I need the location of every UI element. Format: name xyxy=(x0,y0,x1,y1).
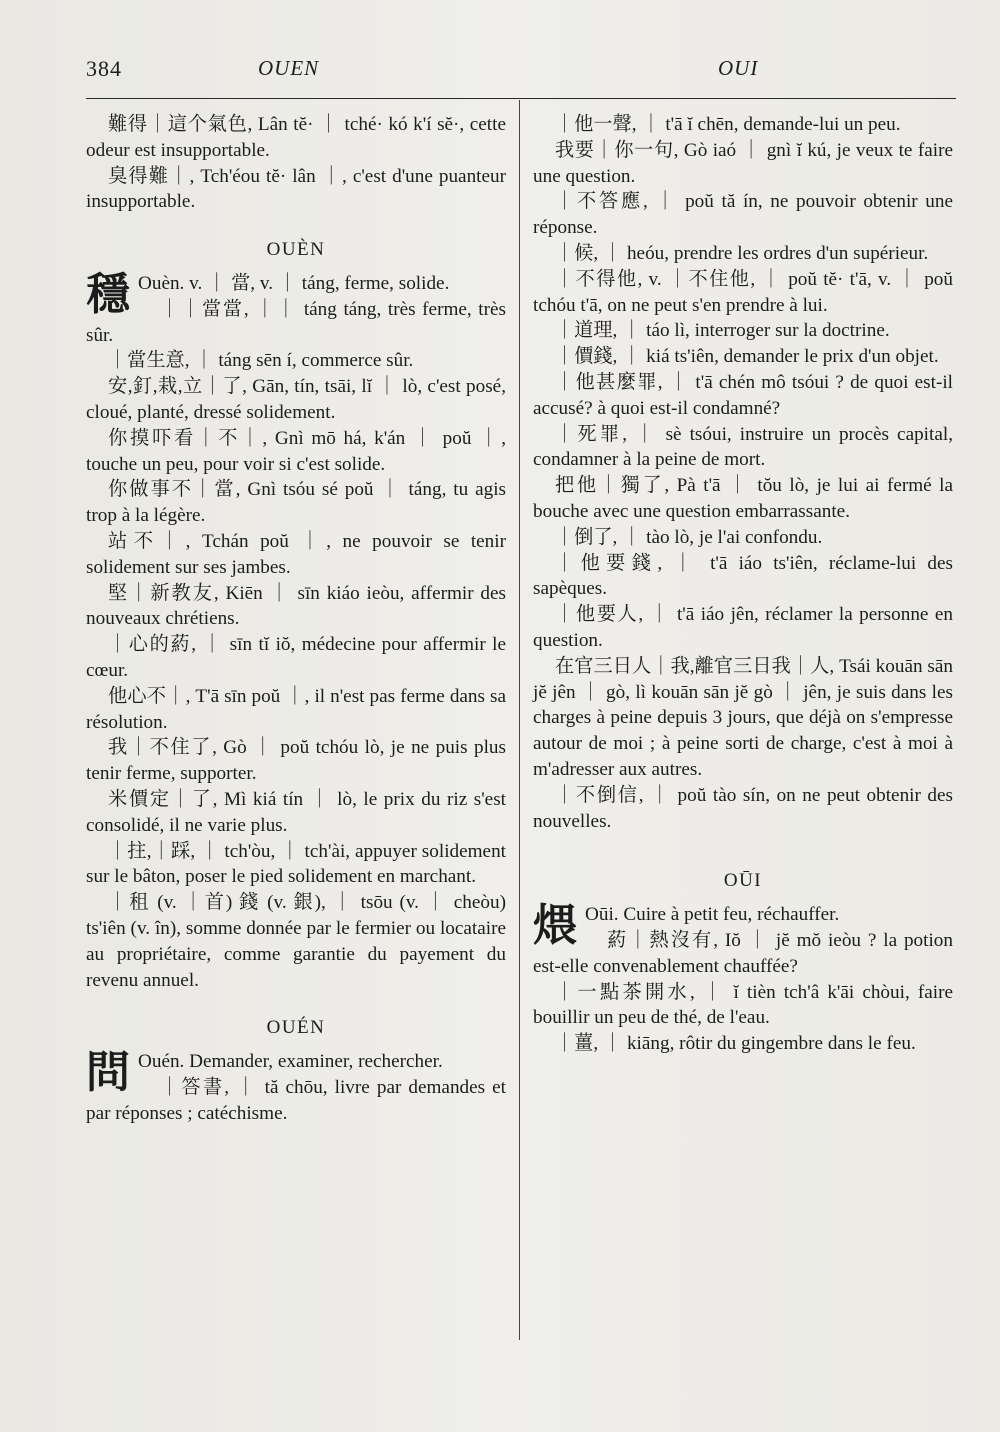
entry: 安,釘,栽,立｜了, Gān, tín, tsāi, lĭ ｜ lò, c'est posé, cloué, planté, dressé solidement. xyxy=(86,376,506,423)
entry: ｜租 (v. ｜首) 錢 (v. 銀), ｜ tsōu (v. ｜ cheòu) ts'iên (v. în), somme donnée par le fermier ou locataire au propriétaire, comme garantie du payement du revenu annuel. xyxy=(86,892,506,991)
section-heading: OUÉN xyxy=(266,1017,326,1039)
entry: ｜道理, ｜ táo lì, interroger sur la doctrine. xyxy=(555,320,890,342)
entry: 你做事不｜當, Gnì tsóu sé poŭ ｜ táng, tu agis trop à la légère. xyxy=(86,479,506,527)
entry: 他心不｜, T'ā sīn poŭ ｜, il n'est pas ferme dans sa résolution. xyxy=(86,685,506,733)
entry: ｜一點茶開水, ｜ ĭ tièn tch'â k'āi chòui, faire bouillir un peu de thé, de l'eau. xyxy=(533,981,953,1029)
entry: ｜心的葯, ｜ sīn tĭ iŏ, médecine pour affermir le cœur. xyxy=(86,634,506,681)
entry: 葯｜熱沒有, Iŏ ｜ jĕ mŏ ieòu ? la potion est-elle convenablement chauffée? xyxy=(533,929,953,977)
headword-definition: Ouèn. v. ｜ 當, v. ｜ táng, ferme, solide. xyxy=(138,272,450,294)
entry: ｜｜當當, ｜｜ táng táng, très ferme, très sûr. xyxy=(86,298,506,346)
left-running-title: OUEN xyxy=(258,56,320,80)
entry: ｜拄,｜踩, ｜ tch'òu, ｜ tch'ài, appuyer solidement sur le bâton, poser le pied solidement en marchant. xyxy=(86,840,506,888)
headword-definition: Oūi. Cuire à petit feu, réchauffer. xyxy=(585,904,840,926)
headword-entry xyxy=(533,900,953,952)
entry: ｜他甚麼罪, ｜ t'ā chén mô tsóui ? de quoi est-il accusé? à quoi est-il condamné? xyxy=(533,371,953,419)
page-number: 384 xyxy=(86,56,122,81)
entry: ｜薑, ｜ kiāng, rôtir du gingembre dans le feu. xyxy=(555,1033,916,1055)
headword-character: 穩 xyxy=(86,268,130,320)
headword-definition: Ouén. Demander, examiner, rechercher. xyxy=(138,1051,443,1073)
entry: ｜他一聲, ｜ t'ā ĭ chēn, demande-lui un peu. xyxy=(555,114,901,135)
entry: ｜不倒信, ｜ poŭ tào sín, on ne peut obtenir des nouvelles. xyxy=(533,784,953,832)
headword-entry xyxy=(86,1047,506,1099)
entry: ｜倒了, ｜ tào lò, je l'ai confondu. xyxy=(555,526,823,548)
entry: 把他｜獨了, Pà t'ā ｜ tŏu lò, je lui ai fermé la bouche avec une question embarrassante. xyxy=(533,475,953,522)
entry: ｜不得他, v. ｜不住他, ｜ poŭ tĕ· t'ā, v. ｜ poŭ tchóu t'ā, on ne peut s'en prendre à lui. xyxy=(533,268,953,316)
entry: 我要｜你一句, Gò iaó ｜ gnì ĭ kú, je veux te faire une question. xyxy=(533,139,953,187)
entry: 臭得難｜, Tch'éou tĕ· lân ｜, c'est d'une puanteur insupportable. xyxy=(86,165,506,213)
entry: 在官三日人｜我,離官三日我｜人, Tsái kouān sān jĕ jên ｜ gò, lì kouān sān jĕ gò ｜ jên, je suis dans les charges à peine depuis 3 jours, que déjà on s'empresse autour de moi ; à peine sorti de charge, c'est à moi à m'adresser aux autres. xyxy=(533,655,953,780)
entry: ｜不答應, ｜ poŭ tă ín, ne pouvoir obtenir une réponse. xyxy=(533,191,953,239)
section-heading: OUÈN xyxy=(266,239,326,261)
entry: ｜候, ｜ heóu, prendre les ordres d'un supérieur. xyxy=(555,242,929,264)
right-column xyxy=(533,112,953,1057)
entry: ｜他要人, ｜ t'ā iáo jên, réclamer la personne en question. xyxy=(533,604,953,651)
headword-character: 問 xyxy=(86,1047,130,1099)
entry: ｜答書, ｜ tă chōu, livre par demandes et par réponses ; catéchisme. xyxy=(86,1076,506,1124)
headword-character: 煨 xyxy=(533,900,577,952)
right-running-title: OUI xyxy=(718,56,759,80)
header-rule xyxy=(86,98,956,99)
entry: ｜價錢, ｜ kiá ts'iên, demander le prix d'un objet. xyxy=(555,346,939,368)
running-head xyxy=(86,52,950,92)
column-divider xyxy=(519,100,520,1340)
entry: 站不｜, Tchán poŭ ｜, ne pouvoir se tenir solidement sur ses jambes. xyxy=(86,530,506,578)
headword-entry xyxy=(86,268,506,320)
entry: ｜死罪, ｜ sè tsóui, instruire un procès capital, condamner à la peine de mort. xyxy=(533,423,953,471)
entry: ｜他要錢, ｜ t'ā iáo ts'iên, réclame-lui des sapèques. xyxy=(533,552,953,600)
section-heading: OŪI xyxy=(723,870,763,892)
entry: 米價定｜了, Mì kiá tín ｜ lò, le prix du riz s'est consolidé, il ne varie plus. xyxy=(86,788,506,836)
entry: 難得｜這个氣色, Lân tĕ· ｜ tché· kó k'í sĕ·, cette odeur est insupportable. xyxy=(86,114,506,161)
entry: ｜當生意, ｜ táng sēn í, commerce sûr. xyxy=(108,350,414,372)
entry: 我｜不住了, Gò ｜ poŭ tchóu lò, je ne puis plus tenir ferme, supporter. xyxy=(86,737,506,785)
entry: 你摸吓看｜不｜, Gnì mō há, k'án ｜ poŭ ｜, touche un peu, pour voir si c'est solide. xyxy=(86,427,506,475)
entry: 堅｜新教友, Kiēn ｜ sīn kiáo ieòu, affermir des nouveaux chrétiens. xyxy=(86,582,506,630)
left-column xyxy=(86,112,506,1126)
